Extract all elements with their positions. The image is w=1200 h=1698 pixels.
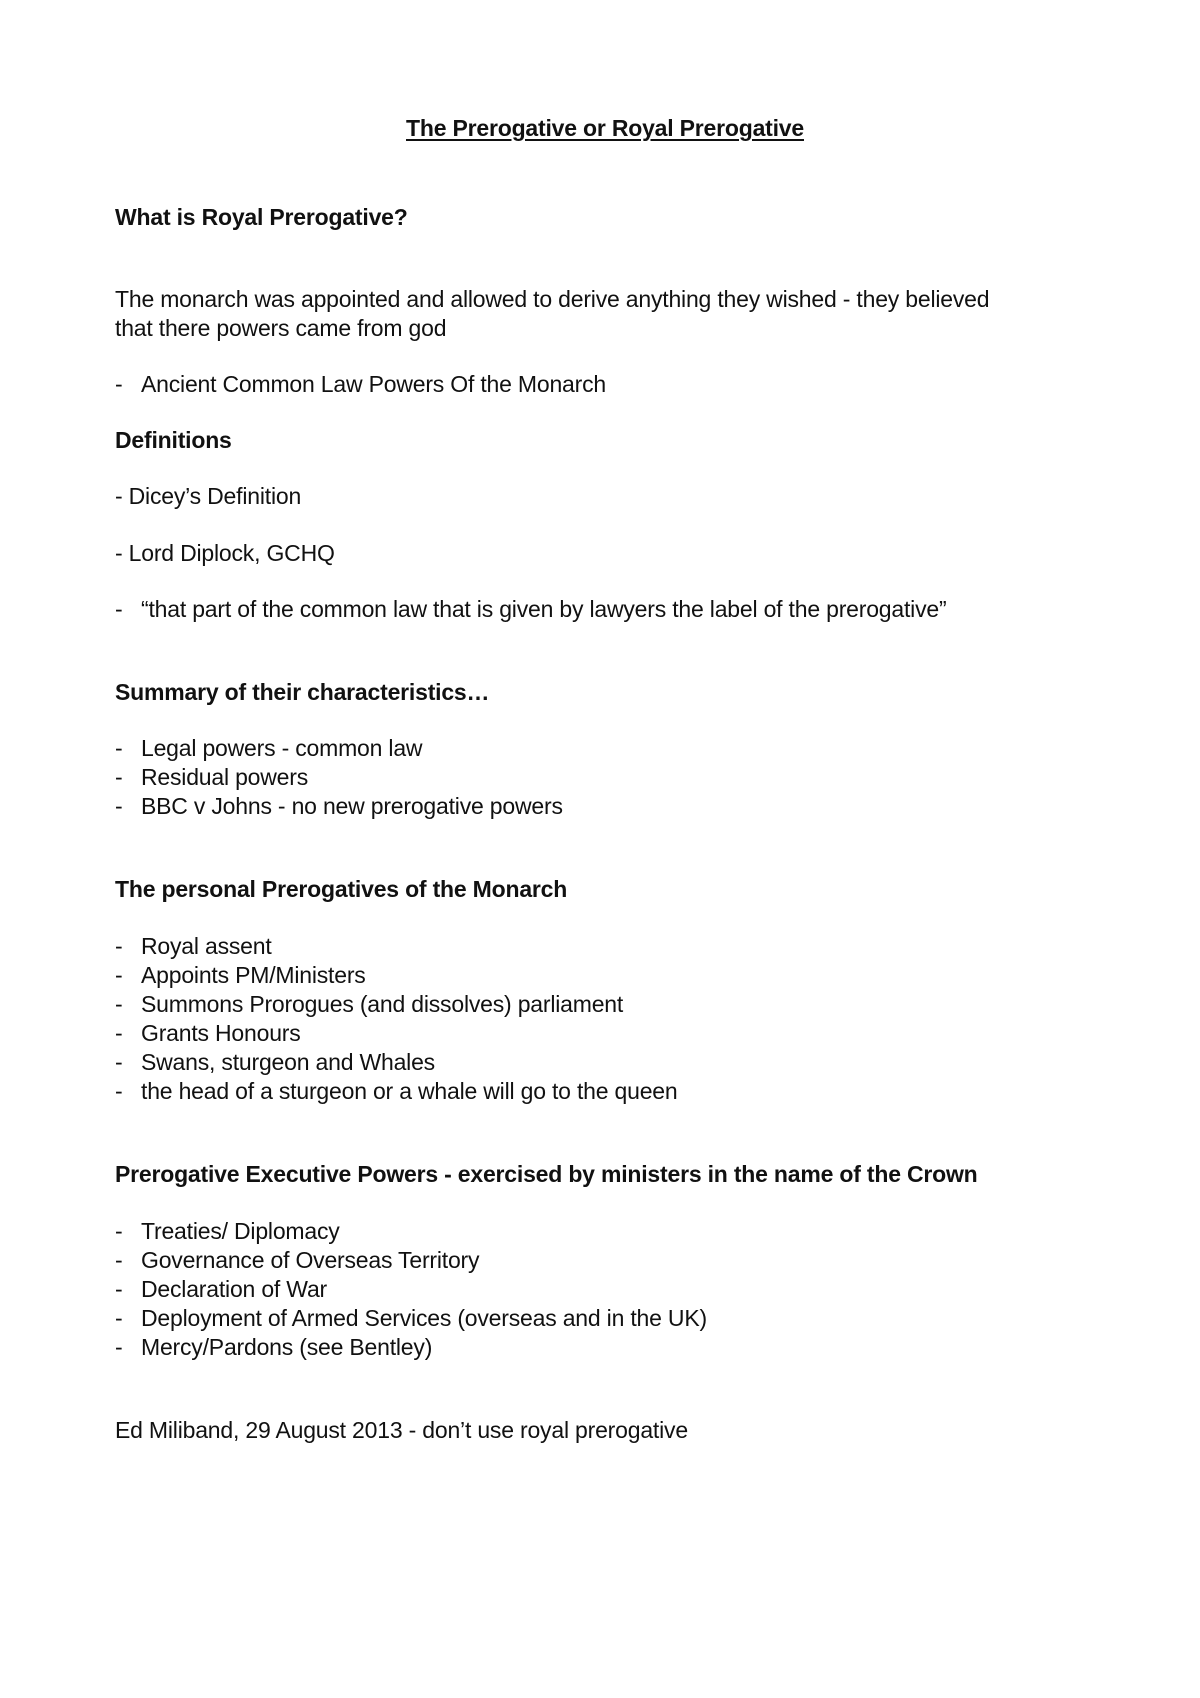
list-item-text: Mercy/Pardons (see Bentley) [141, 1334, 433, 1360]
list-item [115, 1333, 432, 1361]
list-item-text: Legal powers - common law [141, 735, 423, 761]
list-item-text: Declaration of War [141, 1276, 328, 1302]
dash-marker: - [115, 764, 123, 790]
heading-executive: Prerogative Executive Powers - exercised by ministers in the name of the Crown [115, 1161, 978, 1187]
list-item [115, 1077, 677, 1105]
definition-item: - Lord Diplock, GCHQ [115, 540, 335, 566]
heading-what-is: What is Royal Prerogative? [115, 204, 408, 230]
list-item [115, 370, 606, 398]
list-item-text: BBC v Johns - no new prerogative powers [141, 793, 563, 819]
dash-marker: - [115, 371, 123, 397]
list-item-text: Grants Honours [141, 1020, 301, 1046]
list-item-text: Governance of Overseas Territory [141, 1247, 480, 1273]
document-title: The Prerogative or Royal Prerogative [406, 115, 804, 141]
paragraph-line: that there powers came from god [115, 315, 447, 341]
closing-note: Ed Miliband, 29 August 2013 - don’t use royal prerogative [115, 1417, 688, 1443]
dash-marker: - [115, 735, 123, 761]
heading-personal: The personal Prerogatives of the Monarch [115, 876, 568, 902]
list-item [115, 763, 308, 791]
dash-marker: - [115, 1049, 123, 1075]
list-item [115, 1019, 301, 1047]
list-item-text: Summons Prorogues (and dissolves) parliament [141, 991, 624, 1017]
dash-marker: - [115, 1218, 123, 1244]
list-item [115, 1217, 340, 1245]
list-item-text: Swans, sturgeon and Whales [141, 1049, 435, 1075]
paragraph-line: The monarch was appointed and allowed to derive anything they wished - they believed [115, 286, 990, 312]
dash-marker: - [115, 1247, 123, 1273]
list-item-text: Appoints PM/Ministers [141, 962, 366, 988]
list-item-text: Deployment of Armed Services (overseas and in the UK) [141, 1305, 707, 1331]
dash-marker: - [115, 962, 123, 988]
list-item [115, 595, 946, 623]
dash-marker: - [115, 1276, 123, 1302]
list-item-text: the head of a sturgeon or a whale will go to the queen [141, 1078, 678, 1104]
list-item [115, 932, 272, 960]
list-item-text: Ancient Common Law Powers Of the Monarch [141, 371, 606, 397]
dash-marker: - [115, 933, 123, 959]
heading-summary: Summary of their characteristics… [115, 679, 490, 705]
list-item-text: Residual powers [141, 764, 309, 790]
list-item [115, 961, 366, 989]
list-item [115, 1304, 707, 1332]
list-item-text: Treaties/ Diplomacy [141, 1218, 340, 1244]
definition-quote: “that part of the common law that is given by lawyers the label of the prerogative” [141, 596, 947, 622]
list-item-text: Royal assent [141, 933, 272, 959]
list-item [115, 734, 422, 762]
heading-definitions: Definitions [115, 427, 232, 453]
dash-marker: - [115, 1305, 123, 1331]
list-item [115, 990, 623, 1018]
dash-marker: - [115, 991, 123, 1017]
dash-marker: - [115, 793, 123, 819]
definition-item: - Dicey’s Definition [115, 483, 302, 509]
list-item [115, 1275, 327, 1303]
dash-marker: - [115, 1020, 123, 1046]
list-item [115, 792, 563, 820]
list-item [115, 1048, 435, 1076]
dash-marker: - [115, 1078, 123, 1104]
list-item [115, 1246, 479, 1274]
dash-marker: - [115, 1334, 123, 1360]
dash-marker: - [115, 596, 123, 622]
